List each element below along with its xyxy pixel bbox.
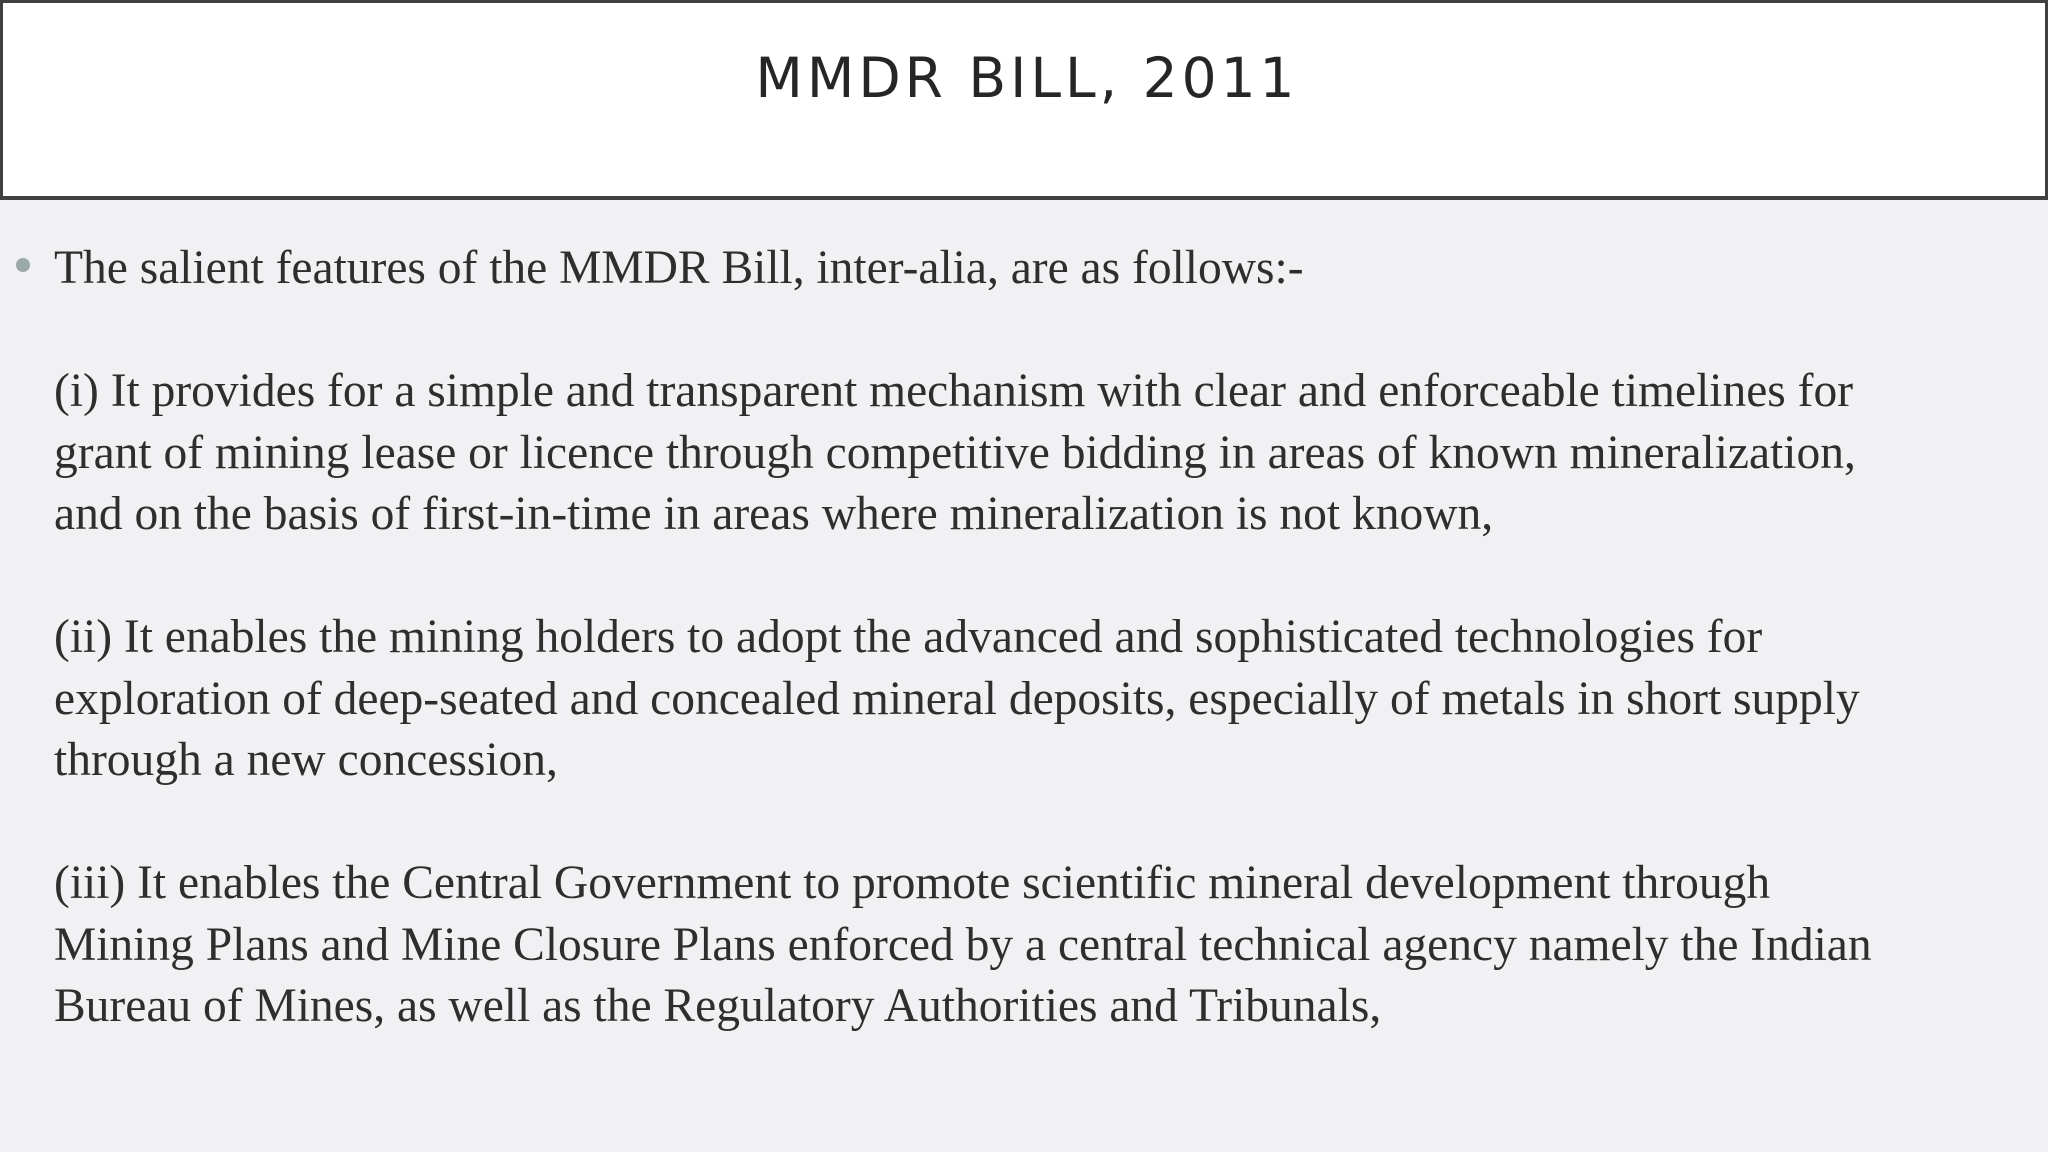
slide-title: MMDR BILL, 2011: [755, 46, 1299, 110]
intro-line: The salient features of the MMDR Bill, inter-alia, are as follows:-: [54, 242, 1304, 294]
title-box: [0, 0, 2048, 200]
point-1-line-2: grant of mining lease or licence through competitive bidding in areas of known mineralization,: [54, 426, 1856, 479]
point-3-line-2: Mining Plans and Mine Closure Plans enforced by a central technical agency namely the Indian: [54, 918, 1872, 971]
paragraph-gap: [54, 546, 2034, 608]
paragraph-gap: [54, 792, 2034, 854]
bullet-text: [54, 238, 2034, 1038]
bullet-icon: [16, 258, 30, 272]
point-1-line-1: (i) It provides for a simple and transparent mechanism with clear and enforceable timelines for: [54, 365, 1854, 417]
paragraph-gap: [54, 300, 2034, 362]
point-2-line-3: through a new concession,: [54, 734, 558, 786]
point-3-line-1: (iii) It enables the Central Government to promote scientific mineral development through: [54, 857, 1771, 909]
point-1-line-3: and on the basis of first-in-time in areas where mineralization is not known,: [54, 488, 1494, 540]
point-2-line-1: (ii) It enables the mining holders to adopt the advanced and sophisticated technologies for: [54, 611, 1763, 663]
slide-content: [0, 238, 2048, 1118]
point-3-line-3: Bureau of Mines, as well as the Regulatory Authorities and Tribunals,: [54, 980, 1382, 1032]
point-2-line-2: exploration of deep-seated and concealed mineral deposits, especially of metals in short supply: [54, 672, 1860, 725]
